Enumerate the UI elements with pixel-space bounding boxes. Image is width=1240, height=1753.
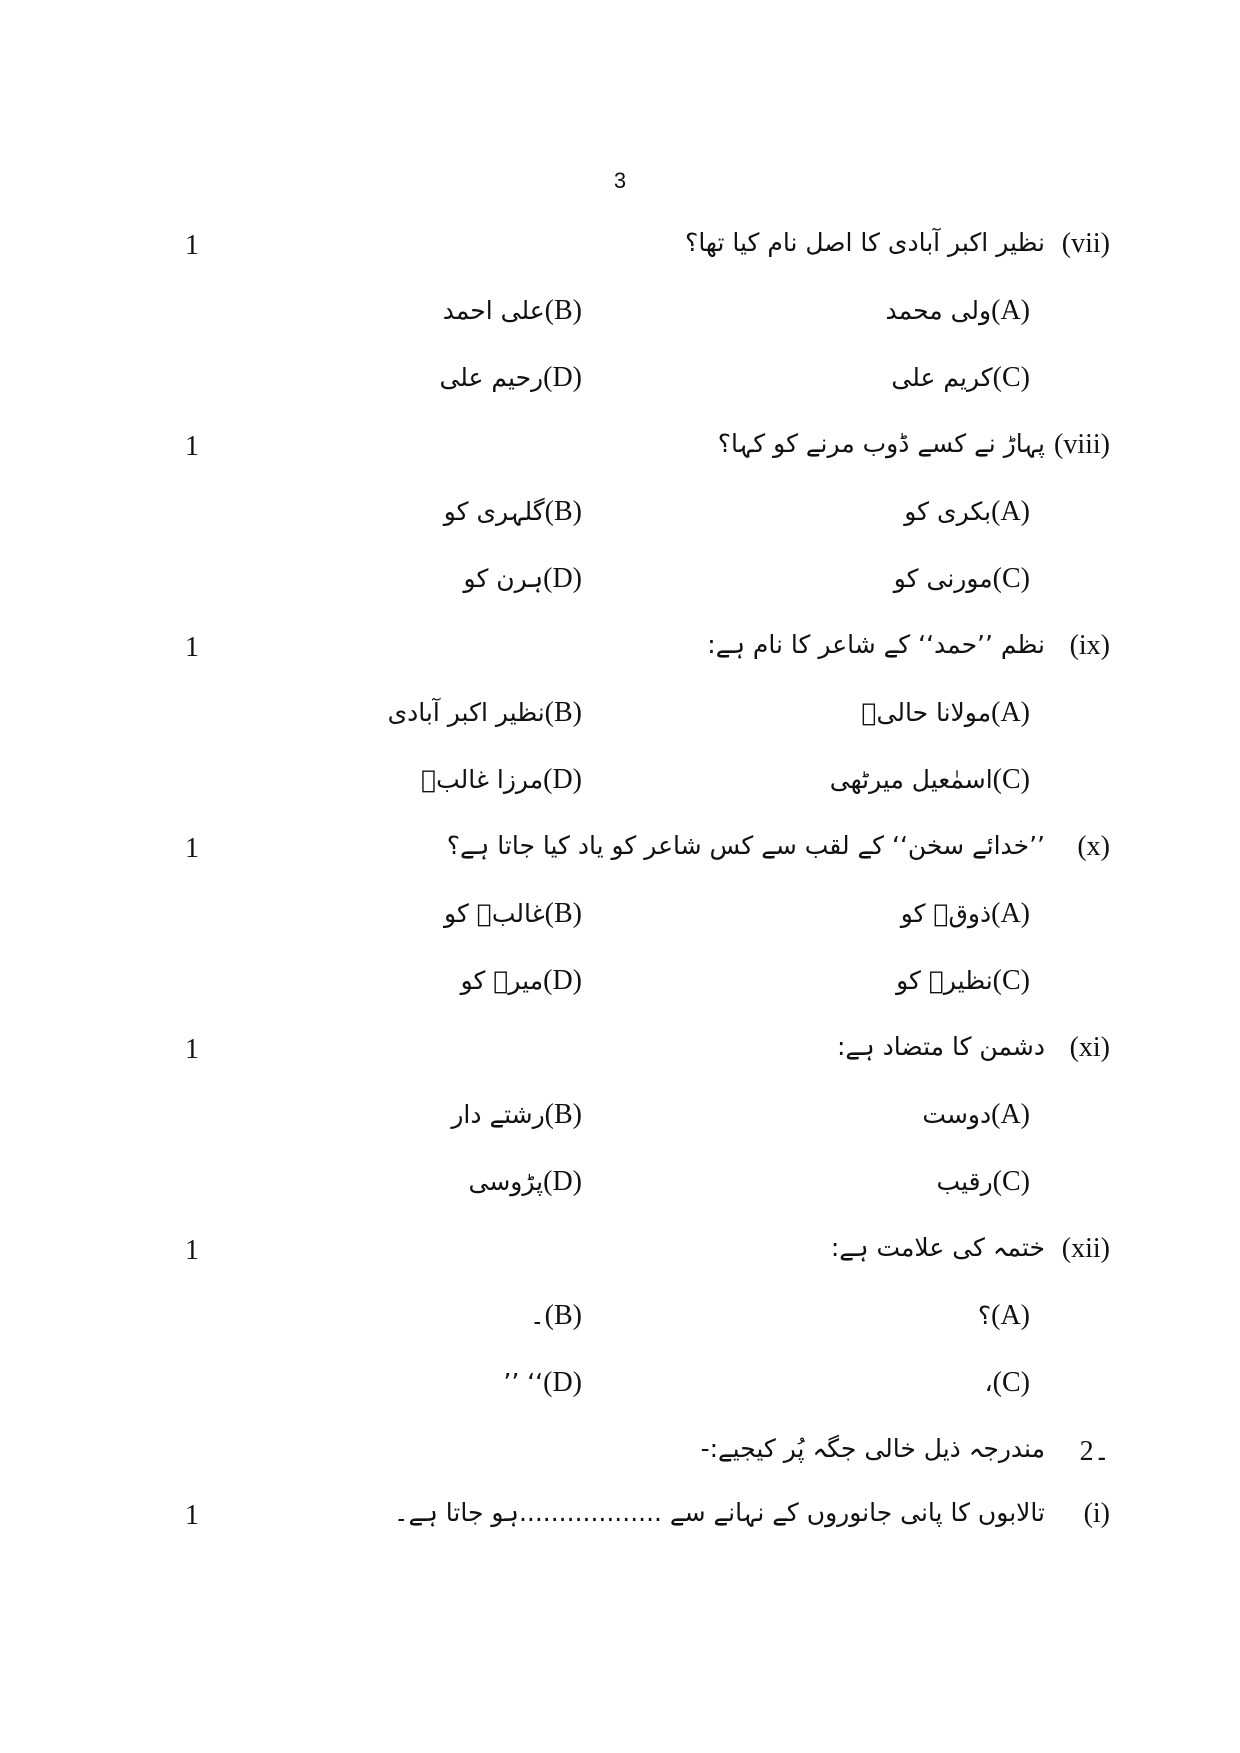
option-b: [451, 1099, 582, 1131]
option-row: [0, 890, 1240, 940]
option-d: [503, 1367, 582, 1399]
option-row: [0, 1359, 1240, 1409]
option-b: [444, 496, 582, 528]
option-label: (B): [544, 496, 582, 527]
option-c: [896, 965, 1030, 997]
question-row: [0, 823, 1240, 873]
option-label: (D): [543, 1166, 582, 1197]
option-label: (A): [991, 496, 1030, 527]
option-d: [469, 1166, 582, 1198]
option-a: [922, 1099, 1030, 1131]
option-row: [0, 1292, 1240, 1342]
option-a: [862, 697, 1031, 729]
option-row: [0, 555, 1240, 605]
option-a: [904, 496, 1030, 528]
option-label: (B): [544, 1099, 582, 1130]
question-marks: 1: [185, 1500, 199, 1531]
question-number: (x): [1077, 831, 1110, 862]
section-number: 2۔: [1079, 1436, 1110, 1467]
option-label: (B): [544, 295, 582, 326]
option-label: (A): [991, 697, 1030, 728]
option-d: [464, 563, 582, 595]
option-label: (D): [543, 563, 582, 594]
question-marks: 1: [185, 1034, 199, 1065]
question-number: (viii): [1054, 429, 1110, 460]
option-text: اسمٰعیل میرٹھی: [829, 765, 993, 794]
option-b: [530, 1300, 582, 1332]
question-text: نظیر اکبر آبادی کا اصل نام کیا تھا؟: [685, 228, 1045, 257]
option-text: میرؔ کو: [460, 966, 544, 995]
question-text: پہاڑ نے کسے ڈوب مرنے کو کہا؟: [717, 429, 1045, 458]
option-d: [421, 764, 582, 796]
option-label: (C): [992, 764, 1030, 795]
question-text: نظم ’’حمد‘‘ کے شاعر کا نام ہے:: [707, 630, 1045, 659]
option-text: ۔: [530, 1301, 545, 1330]
fill-in-blank-text: تالابوں کا پانی جانوروں کے نہانے سے ..................ہو جاتا ہے۔: [393, 1498, 1045, 1527]
option-text: نظیر اکبر آبادی: [387, 698, 545, 727]
option-text: ؟: [977, 1301, 992, 1330]
question-row: [0, 1225, 1240, 1275]
option-label: (B): [544, 697, 582, 728]
question-text: دشمن کا متضاد ہے:: [836, 1032, 1045, 1061]
option-a: [901, 898, 1030, 930]
option-text: ‘‘ ’’: [503, 1368, 544, 1397]
option-label: (B): [544, 898, 582, 929]
question-row: [0, 1024, 1240, 1074]
option-label: (A): [991, 1099, 1030, 1130]
option-label: (B): [544, 1300, 582, 1331]
option-text: دوست: [922, 1100, 992, 1129]
option-c: [937, 1166, 1030, 1198]
option-label: (C): [992, 362, 1030, 393]
option-text: مرزا غالبؔ: [421, 765, 544, 794]
option-label: (C): [992, 1166, 1030, 1197]
question-text: ’’خدائے سخن‘‘ کے لقب سے کس شاعر کو یاد کیا جاتا ہے؟: [446, 831, 1045, 860]
option-a: [978, 1300, 1030, 1332]
option-label: (D): [543, 1367, 582, 1398]
section-heading: مندرجہ ذیل خالی جگہ پُر کیجیے:-: [700, 1434, 1045, 1463]
option-text: بکری کو: [904, 497, 992, 526]
option-label: (A): [991, 1300, 1030, 1331]
section-heading-row: [0, 1426, 1240, 1476]
option-row: [0, 689, 1240, 739]
option-text: غالبؔ کو: [444, 899, 545, 928]
option-c: [891, 362, 1030, 394]
option-text: رقیب: [936, 1167, 993, 1196]
question-row: [0, 622, 1240, 672]
option-label: (D): [543, 764, 582, 795]
option-b: [388, 697, 582, 729]
question-number: (ix): [1069, 630, 1110, 661]
option-text: ہرن کو: [463, 564, 544, 593]
option-text: رحیم علی: [439, 363, 544, 392]
question-marks: 1: [185, 833, 199, 864]
option-d: [461, 965, 582, 997]
option-text: ولی محمد: [885, 296, 992, 325]
option-label: (D): [543, 965, 582, 996]
option-c: [894, 563, 1030, 595]
question-marks: 1: [185, 230, 199, 261]
option-row: [0, 756, 1240, 806]
question-marks: 1: [185, 431, 199, 462]
option-row: [0, 287, 1240, 337]
option-text: مولانا حالیؔ: [861, 698, 992, 727]
option-row: [0, 957, 1240, 1007]
question-marks: 1: [185, 1235, 199, 1266]
option-row: [0, 488, 1240, 538]
option-label: (A): [991, 898, 1030, 929]
question-number: (xii): [1061, 1233, 1110, 1264]
option-row: [0, 1158, 1240, 1208]
option-text: پڑوسی: [468, 1167, 544, 1196]
option-d: [439, 362, 582, 394]
option-a: [886, 295, 1030, 327]
question-row: [0, 1490, 1240, 1540]
option-c: [985, 1367, 1030, 1399]
question-number: (vii): [1061, 228, 1110, 259]
question-number: (xi): [1069, 1032, 1110, 1063]
option-label: (A): [991, 295, 1030, 326]
option-text: گلہری کو: [443, 497, 545, 526]
option-text: مورنی کو: [893, 564, 993, 593]
option-text: کریم علی: [891, 363, 993, 392]
question-row: [0, 421, 1240, 471]
question-marks: 1: [185, 632, 199, 663]
option-label: (C): [992, 1367, 1030, 1398]
page-number: 3: [613, 168, 627, 193]
option-b: [444, 898, 582, 930]
option-label: (C): [992, 563, 1030, 594]
question-number: (i): [1083, 1498, 1110, 1529]
option-label: (C): [992, 965, 1030, 996]
question-row: [0, 220, 1240, 270]
option-text: ذوقؔ کو: [900, 899, 992, 928]
option-row: [0, 1091, 1240, 1141]
option-text: ،: [984, 1368, 993, 1397]
option-text: نظیرؔ کو: [896, 966, 993, 995]
option-row: [0, 354, 1240, 404]
option-text: علی احمد: [442, 296, 545, 325]
option-label: (D): [543, 362, 582, 393]
option-b: [443, 295, 582, 327]
question-text: ختمہ کی علامت ہے:: [830, 1233, 1045, 1262]
option-c: [830, 764, 1030, 796]
option-text: رشتے دار: [451, 1100, 545, 1129]
